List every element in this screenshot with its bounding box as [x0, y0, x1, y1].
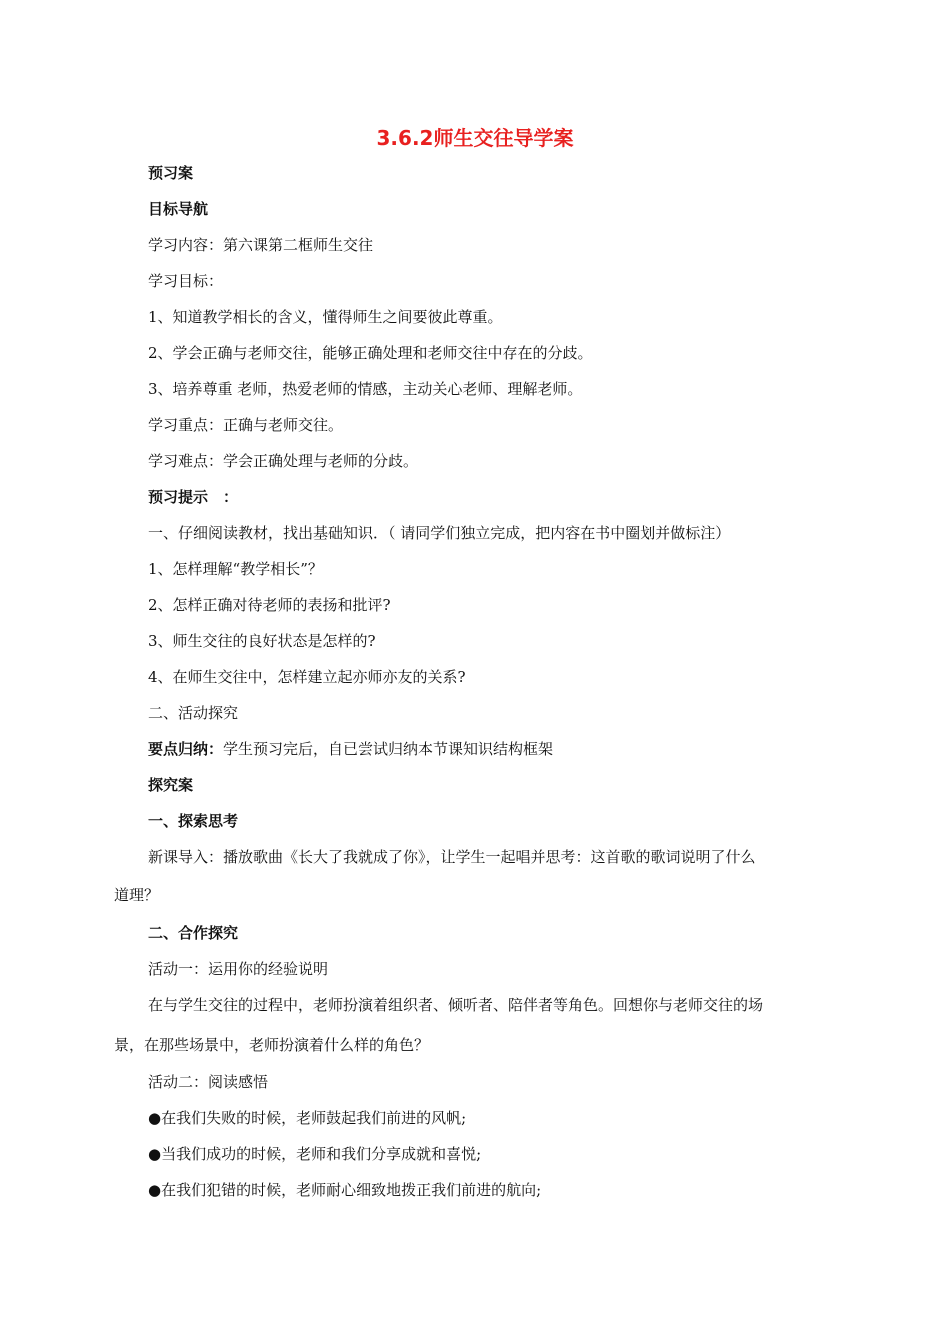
key-points-text: 学生预习完后，自已尝试归纳本节课知识结构框架: [223, 740, 554, 758]
activity-one-text-cont: 景，在那些场景中，老师扮演着什么样的角色？: [114, 1036, 430, 1054]
task-activity-explore: 二、活动探究: [148, 704, 239, 722]
question-2: 2、怎样正确对待老师的表扬和批评?: [148, 596, 391, 614]
subheading-goal-navigation: 目标导航: [148, 200, 209, 218]
goal-item-1: 1、知道教学相长的含义，懂得师生之间要彼此尊重。: [148, 308, 503, 326]
section-heading-explore: 探究案: [148, 776, 194, 794]
goal-item-2: 2、学会正确与老师交往，能够正确处理和老师交往中存在的分歧。: [148, 344, 593, 362]
key-points-summary: [148, 738, 553, 760]
activity-one-label: 活动一：运用你的经验说明: [148, 960, 329, 978]
goal-item-3: 3、培养尊重 老师，热爱老师的情感，主动关心老师、理解老师。: [148, 380, 583, 398]
learning-content: 学习内容：第六课第二框师生交往: [148, 236, 374, 254]
bullet-item-1: ●在我们失败的时候，老师鼓起我们前进的风帆;: [148, 1109, 467, 1127]
question-1: 1、怎样理解“教学相长”？: [148, 560, 323, 578]
learning-goals-label: 学习目标：: [148, 272, 224, 290]
bullet-item-2: ●当我们成功的时候，老师和我们分享成就和喜悦;: [148, 1145, 482, 1163]
learning-key-point: 学习重点：正确与老师交往。: [148, 416, 344, 434]
question-3: 3、师生交往的良好状态是怎样的?: [148, 632, 376, 650]
key-points-label: 要点归纳：: [148, 740, 224, 758]
subheading-preview-tips: 预习提示 ：: [148, 488, 239, 506]
subheading-cooperative-explore: 二、合作探究: [148, 924, 239, 942]
section-heading-preview: 预习案: [148, 164, 194, 182]
bullet-item-3: ●在我们犯错的时候，老师耐心细致地拨正我们前进的航向;: [148, 1181, 542, 1199]
learning-difficulty: 学习难点：学会正确处理与老师的分歧。: [148, 452, 419, 470]
subheading-explore-think: 一、探索思考: [148, 812, 239, 830]
document-title: 3.6.2师生交往导学案: [376, 126, 574, 150]
question-4: 4、在师生交往中，怎样建立起亦师亦友的关系?: [148, 668, 466, 686]
new-lesson-intro-cont: 道理？: [114, 886, 160, 904]
activity-one-text: 在与学生交往的过程中，老师扮演着组织者、倾听者、陪伴者等角色。回想你与老师交往的场: [148, 996, 764, 1014]
task-read-textbook: 一、仔细阅读教材，找出基础知识．（ 请同学们独立完成，把内容在书中圈划并做标注）: [148, 524, 731, 542]
new-lesson-intro: 新课导入：播放歌曲《长大了我就成了你》，让学生一起唱并思考：这首歌的歌词说明了什么: [148, 848, 756, 866]
activity-two-label: 活动二：阅读感悟: [148, 1073, 269, 1091]
